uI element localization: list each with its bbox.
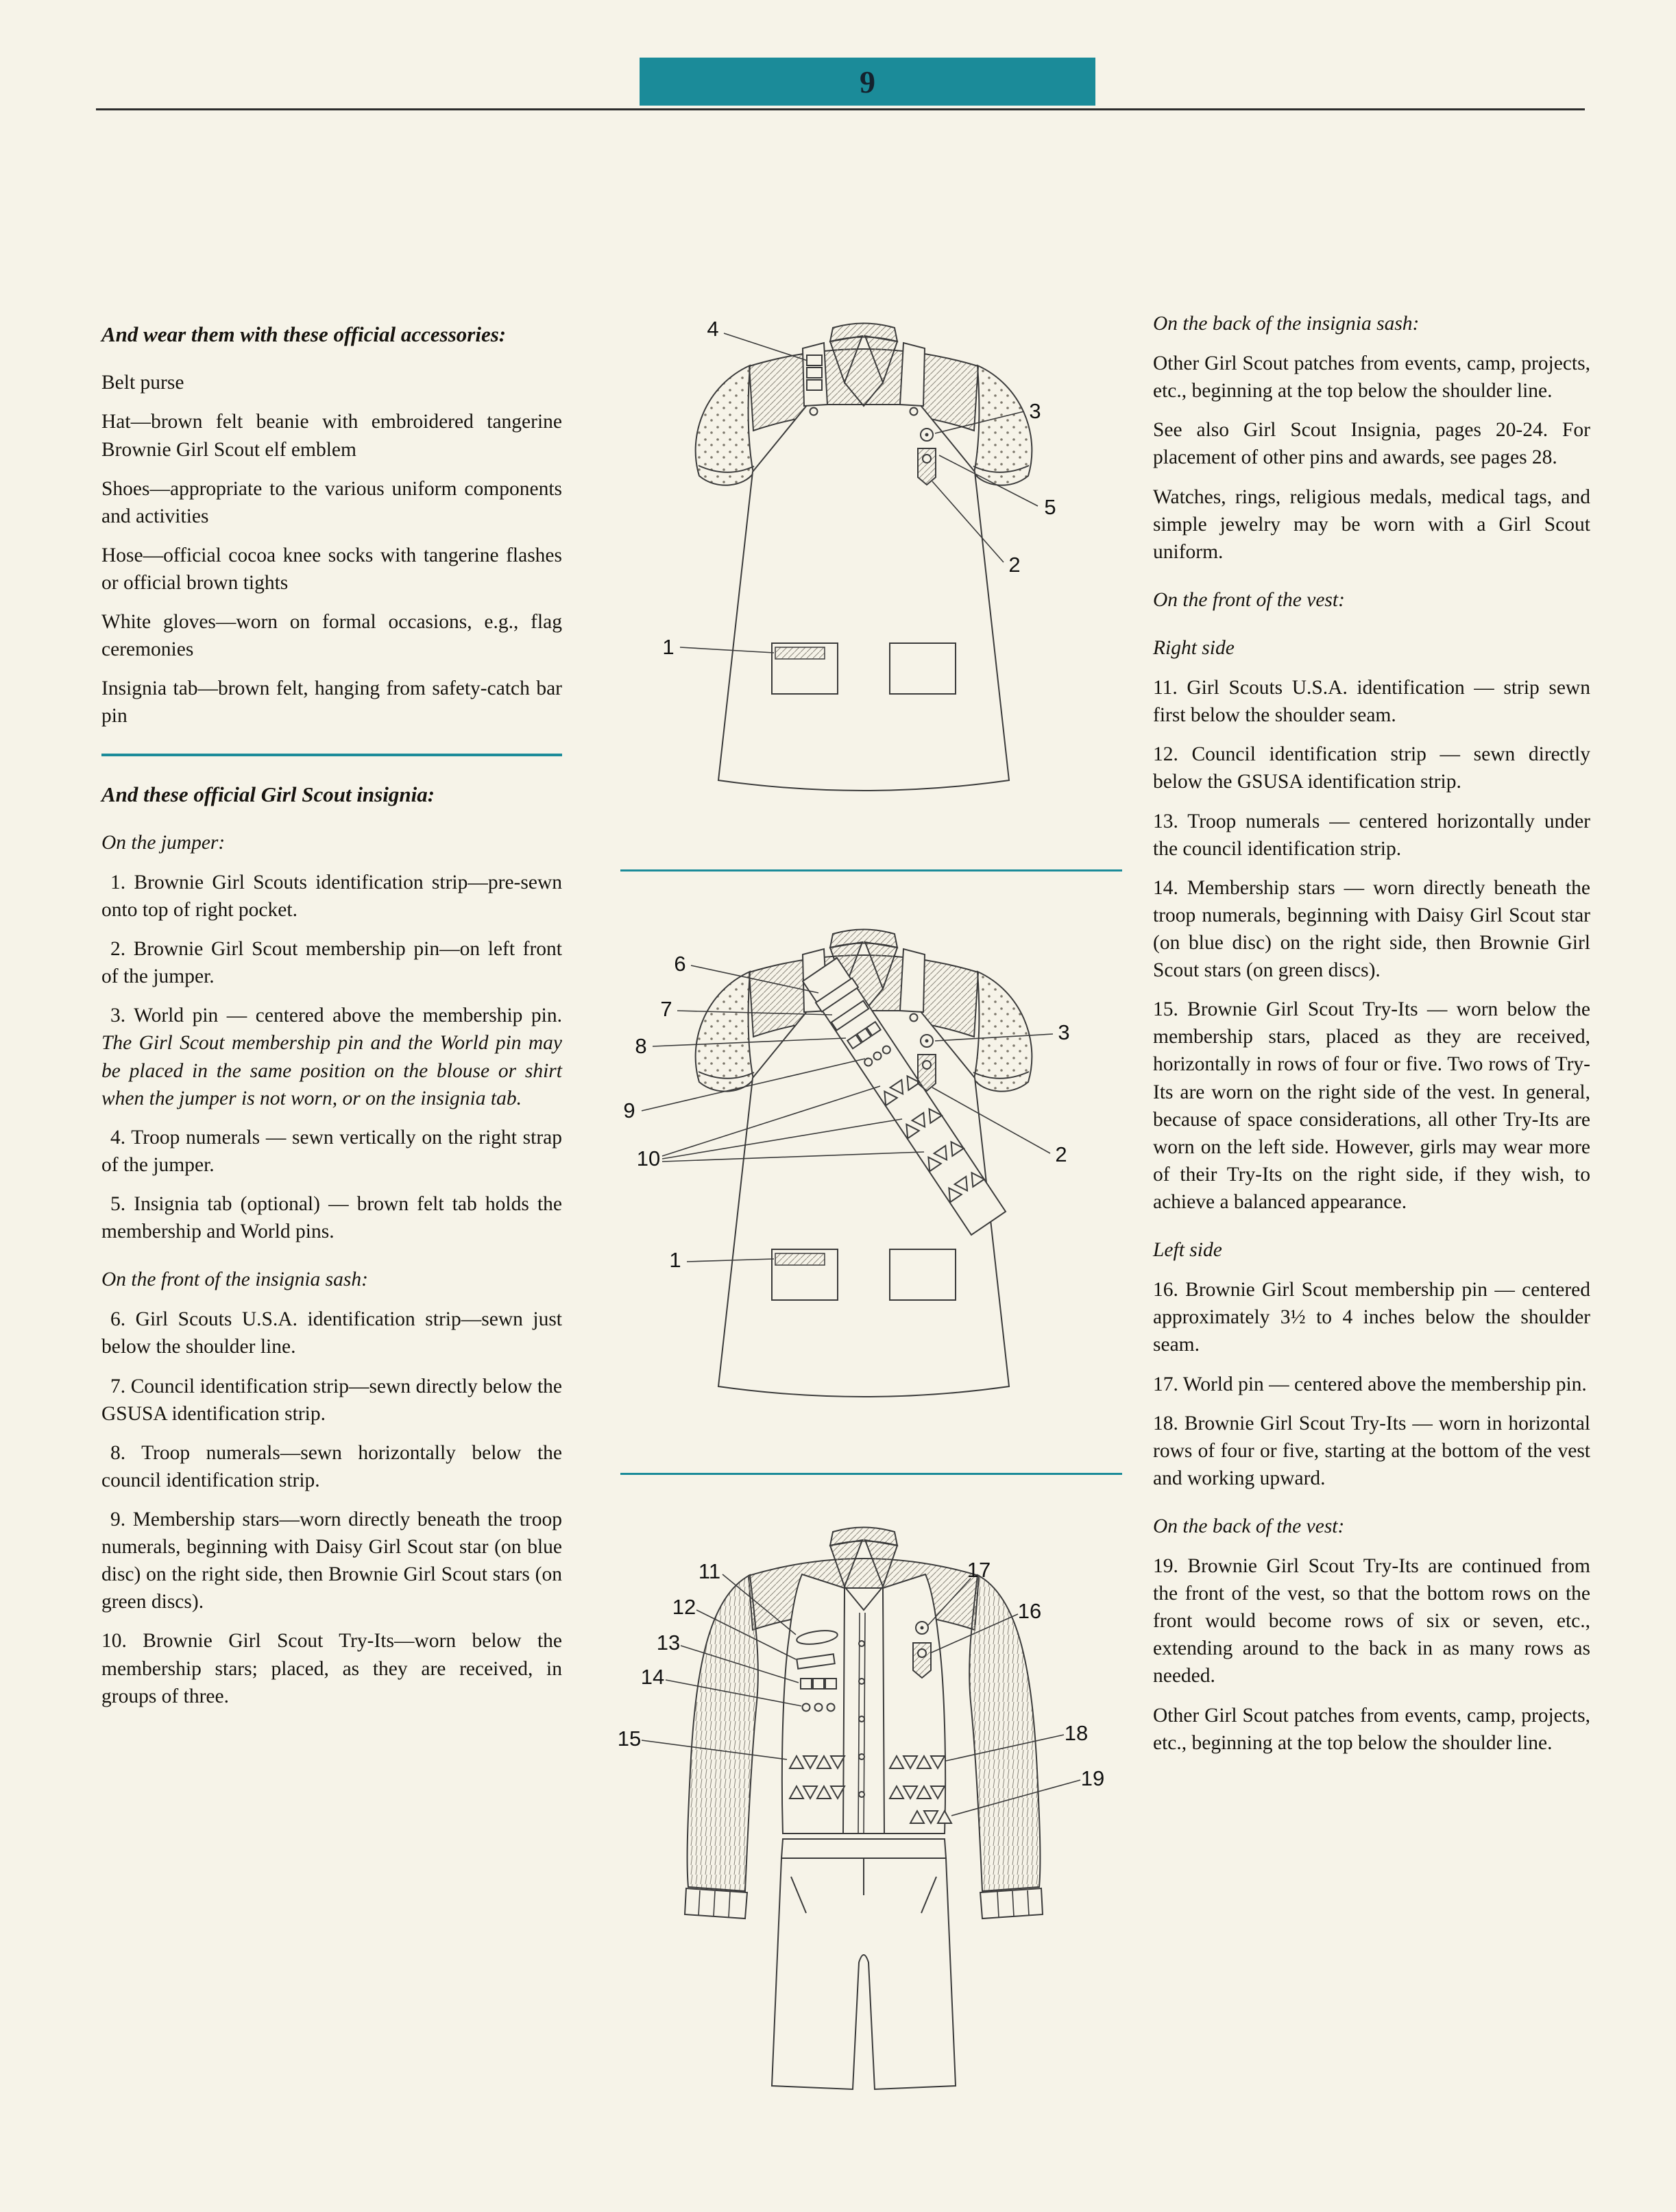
callout-10: 10 [636, 1146, 661, 1170]
right-cuff [980, 1888, 1043, 1919]
callout-12: 12 [672, 1595, 696, 1619]
vest-back-para: Other Girl Scout patches from events, camp, projects, etc., beginning at the top below the shoulder line. [1153, 1704, 1590, 1754]
on-sash-front-label: On the front of the insignia sash: [101, 1269, 368, 1291]
shirt-front [842, 1588, 886, 1834]
callout-2: 2 [1055, 1142, 1067, 1166]
callout-13: 13 [656, 1631, 681, 1655]
jumper-item-3-note: The Girl Scout membership pin and the World pin may be placed in the same position on the blouse or shirt when the jumper is not worn, or on the insignia tab. [101, 1032, 562, 1109]
vest-item: 17. World pin — centered above the membership pin. [1153, 1373, 1587, 1395]
accessory-item: White gloves—worn on formal occasions, e.g., flag ceremonies [101, 611, 562, 661]
membership-pin-tab [913, 1643, 931, 1678]
shorts [772, 1839, 956, 2089]
callout-7: 7 [660, 997, 672, 1021]
section-divider [101, 754, 562, 756]
accessory-item: Hat—brown felt beanie with embroidered tangerine Brownie Girl Scout elf emblem [101, 411, 562, 461]
jumper-item [101, 1002, 562, 1111]
vest-item: 15. Brownie Girl Scout Try-Its — worn below the membership stars, placed as they are received, horizontally in rows of four or five. Two rows of Try-Its are worn on the right side of the vest. In general, because of space considerations, all other Try-Its are worn on the left side. However, girls may wear more of their Try-Its on the right side, if they wish, to achieve a balanced appearance. [1153, 998, 1590, 1213]
on-vest-front-label: On the front of the vest: [1153, 588, 1345, 611]
vest-item: 18. Brownie Girl Scout Try-Its — worn in horizontal rows of four or five, starting at the bottom of the vest and working upward. [1153, 1412, 1590, 1489]
world-pin [921, 429, 933, 441]
accessory-item: Shoes—appropriate to the various uniform components and activities [101, 477, 562, 527]
troop-numerals [807, 355, 822, 390]
callout-8: 8 [635, 1034, 647, 1058]
left-cuff [685, 1888, 747, 1919]
left-sleeve [696, 365, 754, 485]
id-strip [775, 647, 825, 659]
figure-vest [603, 1510, 1124, 2130]
left-column [101, 321, 562, 1722]
insignia-tab [918, 1055, 936, 1091]
callout-15: 15 [617, 1727, 642, 1751]
figure-divider [620, 1473, 1122, 1475]
world-pin [916, 1622, 928, 1634]
sash-back-para: See also Girl Scout Insignia, pages 20-24. For placement of other pins and awards, see pages 28. [1153, 419, 1590, 469]
id-strip [775, 1253, 825, 1265]
sash-back-para: Watches, rings, religious medals, medical tags, and simple jewelry may be worn with a Girl Scout uniform. [1153, 485, 1590, 563]
right-sleeve [973, 972, 1032, 1092]
jumper-item: 5. Insignia tab (optional) — brown felt tab holds the membership and World pins. [101, 1193, 562, 1243]
right-column [1153, 310, 1590, 1768]
page-number: 9 [860, 64, 875, 99]
callout-18: 18 [1064, 1721, 1089, 1745]
vest-item: 14. Membership stars — worn directly beneath the troop numerals, beginning with Daisy Girl Scout star (on blue disc) on the right side, then Brownie Girl Scout stars (on green discs). [1153, 876, 1590, 982]
right-side-label: Right side [1153, 636, 1235, 659]
vest-item: 16. Brownie Girl Scout membership pin — centered approximately 3½ to 4 inches below the shoulder seam. [1153, 1279, 1590, 1356]
callout-19: 19 [1080, 1766, 1105, 1790]
insignia-tab [918, 448, 936, 485]
jumper-item: 4. Troop numerals — sewn vertically on the right strap of the jumper. [101, 1126, 562, 1176]
sash-item: 10. Brownie Girl Scout Try-Its—worn below the membership stars; placed, as they are received, in groups of three. [101, 1630, 562, 1707]
figure-divider [620, 869, 1122, 871]
world-pin [921, 1035, 933, 1047]
vest-item: 13. Troop numerals — centered horizontally under the council identification strip. [1153, 810, 1590, 860]
left-sleeve [696, 972, 754, 1092]
vest-item: 11. Girl Scouts U.S.A. identification — strip sewn first below the shoulder seam. [1153, 677, 1590, 727]
callout-17: 17 [967, 1558, 991, 1582]
accessory-item: Hose—official cocoa knee socks with tangerine flashes or official brown tights [101, 544, 562, 594]
sash-item: 6. Girl Scouts U.S.A. identification strip—sewn just below the shoulder line. [101, 1308, 562, 1358]
callout-3: 3 [1058, 1020, 1070, 1044]
membership-stars [803, 1704, 835, 1711]
try-it-badges-continued [910, 1811, 951, 1823]
jumper-item-3-text: 3. World pin — centered above the membership pin. [110, 1005, 562, 1027]
callout-14: 14 [640, 1665, 665, 1689]
callout-9: 9 [623, 1098, 635, 1122]
sash-item: 9. Membership stars—worn directly beneath the troop numerals, beginning with Daisy Girl Scout star (on blue disc) on the right side, then Brownie Girl Scout stars (on green discs). [101, 1508, 562, 1613]
right-sleeve [969, 1575, 1043, 1919]
vest-illustration [603, 1510, 1124, 2130]
page-number-bar [640, 58, 1095, 106]
accessory-item: Insignia tab—brown felt, hanging from safety-catch bar pin [101, 677, 562, 728]
on-sash-back-label: On the back of the insignia sash: [1153, 313, 1420, 335]
insignia-heading: And these official Girl Scout insignia: [101, 782, 435, 806]
jumper-illustration [603, 300, 1124, 811]
callout-5: 5 [1044, 495, 1056, 519]
callout-1: 1 [669, 1248, 681, 1272]
on-vest-back-label: On the back of the vest: [1153, 1515, 1345, 1537]
callout-4: 4 [707, 317, 719, 341]
on-jumper-label: On the jumper: [101, 831, 226, 854]
sash-illustration [603, 906, 1124, 1428]
sash-back-para: Other Girl Scout patches from events, camp, projects, etc., beginning at the top below the shoulder line. [1153, 352, 1590, 402]
callout-6: 6 [674, 952, 686, 976]
vest-item: 12. Council identification strip — sewn directly below the GSUSA identification strip. [1153, 743, 1590, 793]
sash-item: 8. Troop numerals—sewn horizontally below the council identification strip. [101, 1441, 562, 1491]
left-sleeve [685, 1575, 758, 1919]
left-side-label: Left side [1153, 1239, 1222, 1262]
right-sleeve [973, 365, 1032, 485]
callout-1: 1 [662, 635, 675, 659]
callout-2: 2 [1008, 553, 1021, 577]
callout-3: 3 [1029, 399, 1041, 423]
top-rule [96, 108, 1585, 110]
callout-11: 11 [698, 1559, 721, 1583]
callout-16: 16 [1017, 1599, 1042, 1623]
sash-item: 7. Council identification strip—sewn directly below the GSUSA identification strip. [101, 1375, 562, 1425]
vest-back-para: 19. Brownie Girl Scout Try-Its are continued from the front of the vest, so that the bottom rows on the front would become rows of six or seven, etc., extending around to the back in as many rows as needed. [1153, 1555, 1590, 1687]
accessories-heading: And wear them with these official accessories: [101, 322, 507, 346]
troop-numerals [801, 1679, 836, 1689]
accessory-item: Belt purse [101, 372, 184, 394]
figure-sash [603, 906, 1124, 1428]
jumper-item: 2. Brownie Girl Scout membership pin—on left front of the jumper. [101, 938, 562, 988]
jumper-item: 1. Brownie Girl Scouts identification strip—pre-sewn onto top of right pocket. [101, 871, 562, 922]
figure-jumper [603, 300, 1124, 811]
